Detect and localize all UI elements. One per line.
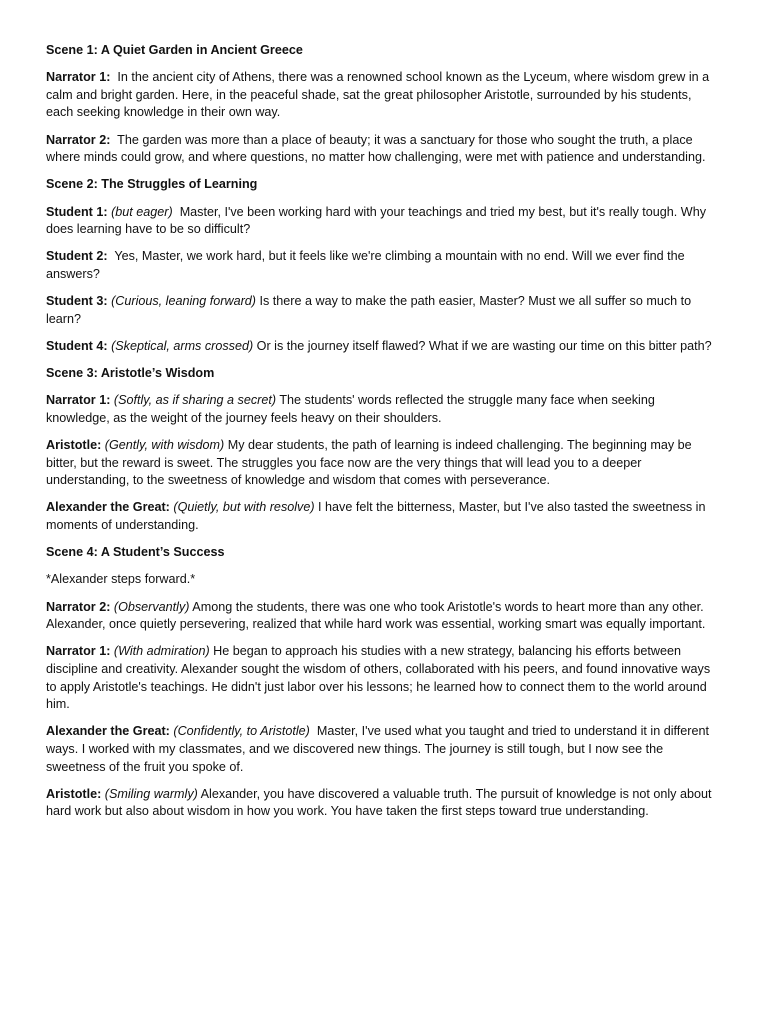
script-line bbox=[46, 786, 722, 821]
stage-direction: (Softly, as if sharing a secret) bbox=[113, 393, 277, 408]
speaker-name: Student 4: bbox=[46, 338, 108, 353]
stage-direction: (Skeptical, arms crossed) bbox=[111, 338, 254, 353]
speaker-name: Aristotle: bbox=[46, 438, 102, 453]
script-line bbox=[46, 643, 722, 713]
speaker-name: Student 1: bbox=[46, 204, 108, 219]
script-line bbox=[46, 437, 722, 490]
line-text: Or is the journey itself flawed? What if we are wasting our time on this bitter path? bbox=[256, 338, 712, 353]
line-text: Master, I've used what you taught and tried to understand it in different ways. I worked with my classmates, and we discovered new things. The journey is still tough, but I now see the sweetness of the fruit you spoke of. bbox=[46, 724, 709, 774]
line-text: Alexander, you have discovered a valuable truth. The pursuit of knowledge is not only about hard work but also about wisdom in how you work. You have taken the first steps toward true understanding. bbox=[46, 786, 712, 819]
script-line bbox=[46, 499, 722, 534]
scene-2-title: Scene 2: The Struggles of Learning bbox=[46, 177, 258, 192]
line-text: Is there a way to make the path easier, Master? Must we all suffer so much to learn? bbox=[46, 294, 692, 326]
line-text: Among the students, there was one who took Aristotle's words to heart more than any other. Alexander, once quietly persevering, realized that while hard work was essential, working smart was equally important. bbox=[46, 599, 706, 632]
speaker-name: Narrator 1: bbox=[46, 70, 111, 85]
line-text: The students' words reflected the struggle many face when seeking knowledge, as the weight of the journey feels heavy on their shoulders. bbox=[46, 393, 655, 425]
stage-note: *Alexander steps forward.* bbox=[46, 572, 196, 587]
script-line bbox=[46, 338, 722, 356]
script-line bbox=[46, 132, 722, 167]
speaker-name: Narrator 1: bbox=[46, 644, 111, 659]
stage-direction: (Confidently, to Aristotle) bbox=[173, 724, 310, 739]
stage-direction: (Smiling warmly) bbox=[104, 786, 198, 801]
stage-direction: (Gently, with wisdom) bbox=[104, 438, 225, 453]
line-text: Yes, Master, we work hard, but it feels like we're climbing a mountain with no end. Will we ever find the answers? bbox=[46, 249, 685, 281]
speaker-name: Narrator 2: bbox=[46, 599, 111, 614]
line-text: In the ancient city of Athens, there was a renowned school known as the Lyceum, where wisdom grew in a calm and bright garden. Here, in the peaceful shade, sat the great philosopher Aristotle, surrounded by his students, each seeking knowledge in their own way. bbox=[46, 70, 710, 120]
stage-direction: (Quietly, but with resolve) bbox=[173, 500, 315, 515]
speaker-name: Aristotle: bbox=[46, 786, 102, 801]
stage-direction: (With admiration) bbox=[113, 644, 210, 659]
stage-direction: (Curious, leaning forward) bbox=[111, 294, 256, 309]
line-text: I have felt the bitterness, Master, but I've also tasted the sweetness in moments of understanding. bbox=[46, 500, 706, 532]
speaker-name: Narrator 2: bbox=[46, 132, 111, 147]
script-line bbox=[46, 248, 722, 283]
line-text: Master, I've been working hard with your teachings and tried my best, but it's really tough. Why does learning have to be so difficult? bbox=[46, 204, 706, 237]
scene-4-title: Scene 4: A Student’s Success bbox=[46, 545, 225, 560]
speaker-name: Alexander the Great: bbox=[46, 724, 170, 739]
script-line bbox=[46, 392, 722, 427]
script-line bbox=[46, 69, 722, 122]
line-text: The garden was more than a place of beauty; it was a sanctuary for those who sought the truth, a place where minds could grow, and where questions, no matter how challenging, were met with patience and understanding. bbox=[46, 132, 706, 165]
stage-direction: (Observantly) bbox=[113, 599, 190, 614]
speaker-name: Alexander the Great: bbox=[46, 500, 170, 515]
script-line bbox=[46, 723, 722, 776]
script-line bbox=[46, 599, 722, 634]
stage-direction: (but eager) bbox=[111, 204, 173, 219]
scene-1-title: Scene 1: A Quiet Garden in Ancient Greece bbox=[46, 43, 303, 57]
script-line bbox=[46, 204, 722, 239]
speaker-name: Narrator 1: bbox=[46, 393, 111, 408]
scene-3-title: Scene 3: Aristotle’s Wisdom bbox=[46, 366, 215, 381]
speaker-name: Student 2: bbox=[46, 249, 108, 264]
speaker-name: Student 3: bbox=[46, 294, 108, 309]
line-text: He began to approach his studies with a new strategy, balancing his efforts between discipline and creativity. Alexander sought the wisdom of others, collaborated with his peers, and found innovative ways to apply Aristotle's teachings. He didn't just labor over his lessons; he learned how to connect them to the world around him. bbox=[46, 644, 711, 712]
line-text: My dear students, the path of learning is indeed challenging. The beginning may be bitter, but the reward is sweet. The struggles you face now are the very things that will lead you to a deeper understanding, to the sweetness of knowledge and wisdom that comes with perseverance. bbox=[46, 438, 692, 488]
script-line bbox=[46, 293, 722, 328]
